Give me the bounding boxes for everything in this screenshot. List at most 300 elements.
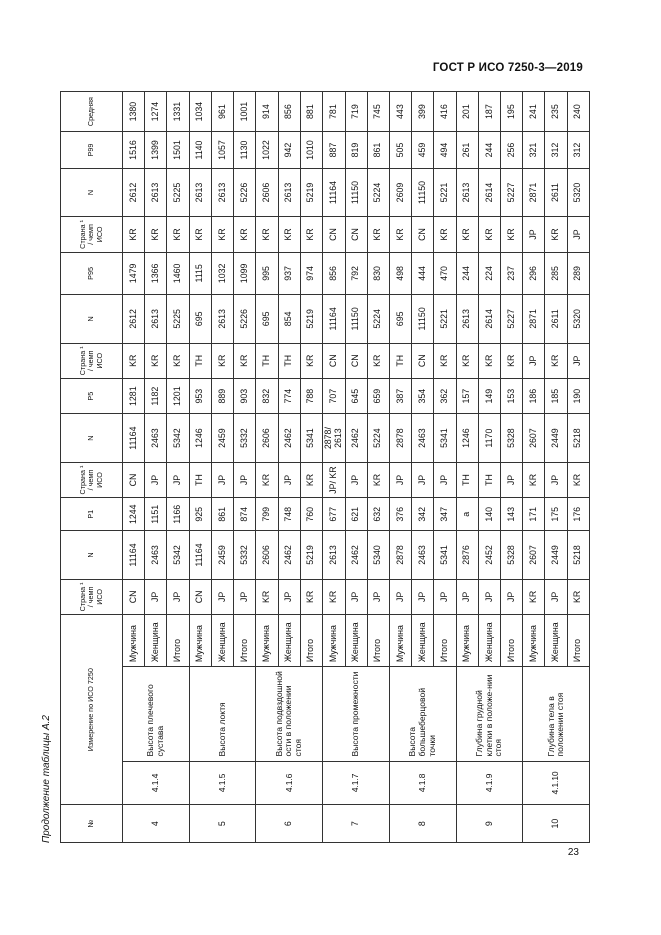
p99-value: 261 [456, 132, 478, 169]
average-value: 443 [389, 92, 411, 132]
average-value: 1034 [189, 92, 211, 132]
sex-label: Итого [567, 615, 589, 667]
iso-code: 4.1.9 [456, 761, 523, 805]
sex-label: Мужчина [123, 615, 145, 667]
sample-size: 5226 [234, 295, 256, 343]
p1-value: 1244 [123, 498, 145, 531]
p1-value: 1166 [167, 498, 189, 531]
sample-size: 2452 [478, 531, 500, 579]
sample-size: 2878 [389, 414, 411, 462]
country-code: JP [234, 579, 256, 614]
sample-size: 5227 [501, 295, 523, 343]
row-number: 4 [123, 805, 190, 843]
sex-label: Женщина [545, 615, 567, 667]
measurement-name: Высота плечевого сустава [123, 667, 190, 761]
country-code: CN [322, 343, 345, 378]
p99-value: 942 [278, 132, 300, 169]
table-row [523, 92, 545, 843]
sample-size: 1170 [478, 414, 500, 462]
sample-size: 2606 [256, 531, 278, 579]
country-code: KR [300, 462, 322, 497]
p95-value: 1032 [211, 252, 233, 295]
sample-size: 5320 [567, 295, 589, 343]
p5-value: 153 [501, 378, 523, 413]
p5-value: 788 [300, 378, 322, 413]
p5-value: 354 [412, 378, 434, 413]
sample-size: 5219 [300, 168, 322, 216]
header-no: № [61, 805, 123, 843]
country-code: JP [567, 217, 589, 252]
p95-value: 1460 [167, 252, 189, 295]
average-value: 241 [523, 92, 545, 132]
average-value: 914 [256, 92, 278, 132]
sample-size: 5225 [167, 295, 189, 343]
country-code: JP [389, 462, 411, 497]
country-code: KR [256, 462, 278, 497]
sample-size: 2459 [211, 531, 233, 579]
country-code: TH [256, 343, 278, 378]
sample-size: 5219 [300, 295, 322, 343]
p1-value: 621 [345, 498, 367, 531]
average-value: 781 [322, 92, 345, 132]
p99-value: 1140 [189, 132, 211, 169]
p95-value: 289 [567, 252, 589, 295]
table-body [123, 92, 590, 843]
country-code: KR [300, 343, 322, 378]
sample-size: 5328 [501, 414, 523, 462]
p5-value: 659 [367, 378, 389, 413]
sample-size: 2607 [523, 414, 545, 462]
country-code: KR [234, 217, 256, 252]
sample-size: 5224 [367, 295, 389, 343]
p5-value: 1201 [167, 378, 189, 413]
header-p95: P95 [61, 252, 123, 295]
country-code: JP [234, 462, 256, 497]
sample-size: 2871 [523, 295, 545, 343]
sample-size: 5342 [167, 414, 189, 462]
country-code: KR [456, 217, 478, 252]
country-code: KR [234, 343, 256, 378]
p5-value: 362 [434, 378, 456, 413]
row-number: 8 [389, 805, 456, 843]
p1-value: 140 [478, 498, 500, 531]
country-code: KR [501, 217, 523, 252]
country-code: KR [389, 217, 411, 252]
country-code: KR [523, 579, 545, 614]
sample-size: 2878/ 2613 [322, 414, 345, 462]
p5-value: 157 [456, 378, 478, 413]
average-value: 881 [300, 92, 322, 132]
sample-size: 2614 [478, 168, 500, 216]
measurement-name: Высота подвздошной ости в положении стоя [256, 667, 323, 761]
p99-value: 1516 [123, 132, 145, 169]
sample-size: 5224 [367, 168, 389, 216]
p95-value: 1099 [234, 252, 256, 295]
country-code: KR [145, 343, 167, 378]
country-code: JP [278, 579, 300, 614]
country-code: CN [123, 579, 145, 614]
sample-size: 2463 [412, 531, 434, 579]
country-code: TH [389, 343, 411, 378]
sample-size: 5341 [434, 531, 456, 579]
country-code: JP [278, 462, 300, 497]
p95-value: 974 [300, 252, 322, 295]
country-code: TH [189, 462, 211, 497]
p95-value: 830 [367, 252, 389, 295]
p95-value: 995 [256, 252, 278, 295]
p1-value: 143 [501, 498, 523, 531]
sample-size: 2609 [389, 168, 411, 216]
sample-size: 5227 [501, 168, 523, 216]
country-code: JP [167, 462, 189, 497]
sample-size: 11150 [345, 168, 367, 216]
header-n-2: N [61, 414, 123, 462]
average-value: 1274 [145, 92, 167, 132]
row-number: 7 [322, 805, 389, 843]
sample-size: 5320 [567, 168, 589, 216]
country-code: KR [501, 343, 523, 378]
p95-value: 792 [345, 252, 367, 295]
sample-size: 5224 [367, 414, 389, 462]
sex-label: Мужчина [322, 615, 345, 667]
p1-value: 632 [367, 498, 389, 531]
sample-size: 2463 [145, 414, 167, 462]
p99-value: 494 [434, 132, 456, 169]
iso-code: 4.1.6 [256, 761, 323, 805]
country-code: KR [211, 343, 233, 378]
country-code: JP [412, 579, 434, 614]
p99-value: 819 [345, 132, 367, 169]
country-code: JP [545, 579, 567, 614]
country-code: JP [501, 462, 523, 497]
sample-size: 2614 [478, 295, 500, 343]
p95-value: 237 [501, 252, 523, 295]
header-p5: P5 [61, 378, 123, 413]
sample-size: 2611 [545, 168, 567, 216]
country-code: JP [211, 462, 233, 497]
sample-size: 2459 [211, 414, 233, 462]
country-code: KR [478, 343, 500, 378]
p99-value: 459 [412, 132, 434, 169]
p1-value: 925 [189, 498, 211, 531]
p99-value: 887 [322, 132, 345, 169]
sample-size: 11164 [189, 531, 211, 579]
country-code: CN [412, 343, 434, 378]
p99-value: 244 [478, 132, 500, 169]
header-n-4: N [61, 168, 123, 216]
p95-value: 444 [412, 252, 434, 295]
average-value: 745 [367, 92, 389, 132]
country-code: JP [478, 579, 500, 614]
p5-value: 1281 [123, 378, 145, 413]
sex-label: Мужчина [256, 615, 278, 667]
country-code: KR [167, 343, 189, 378]
country-code: JP [545, 462, 567, 497]
sample-size: 11164 [123, 531, 145, 579]
p5-value: 1182 [145, 378, 167, 413]
p99-value: 1022 [256, 132, 278, 169]
table-row [322, 92, 345, 843]
sample-size: 2611 [545, 295, 567, 343]
country-code: TH [189, 343, 211, 378]
country-code: KR [456, 343, 478, 378]
country-code: KR [545, 217, 567, 252]
p95-value: 1479 [123, 252, 145, 295]
sex-label: Женщина [478, 615, 500, 667]
country-code: JP [434, 579, 456, 614]
p95-value: 937 [278, 252, 300, 295]
sex-label: Итого [234, 615, 256, 667]
measurement-name: Глубина грудной клетки в положе-нии стоя [456, 667, 523, 761]
measurement-name: Высота промежности [322, 667, 389, 761]
country-code: KR [322, 579, 345, 614]
table-header-row [61, 92, 123, 843]
country-code: TH [478, 462, 500, 497]
header-country-2: Страна ¹ / чемп ИСО [61, 462, 123, 497]
p1-value: 799 [256, 498, 278, 531]
p99-value: 1399 [145, 132, 167, 169]
row-number: 6 [256, 805, 323, 843]
sample-size: 11150 [412, 295, 434, 343]
average-value: 240 [567, 92, 589, 132]
country-code: JP [434, 462, 456, 497]
sample-size: 2871 [523, 168, 545, 216]
p1-value: 176 [567, 498, 589, 531]
country-code: JP [345, 462, 367, 497]
sample-size: 2876 [456, 531, 478, 579]
p95-value: 224 [478, 252, 500, 295]
p1-value: 861 [211, 498, 233, 531]
sample-size: 2613 [211, 168, 233, 216]
sample-size: 5226 [234, 168, 256, 216]
p99-value: 505 [389, 132, 411, 169]
sex-label: Женщина [345, 615, 367, 667]
p5-value: 889 [211, 378, 233, 413]
header-p1: P1 [61, 498, 123, 531]
sample-size: 11150 [412, 168, 434, 216]
p1-value: 760 [300, 498, 322, 531]
country-code: KR [367, 462, 389, 497]
sex-label: Женщина [145, 615, 167, 667]
sex-label: Мужчина [189, 615, 211, 667]
country-code: KR [367, 343, 389, 378]
header-country-1: Страна ¹ / чемп ИСО [61, 579, 123, 614]
sample-size: 11164 [322, 168, 345, 216]
p99-value: 321 [523, 132, 545, 169]
sample-size: 2606 [256, 168, 278, 216]
country-code: KR [123, 217, 145, 252]
table-row [389, 92, 411, 843]
sample-size: 11164 [123, 414, 145, 462]
average-value: 1380 [123, 92, 145, 132]
sample-size: 5328 [501, 531, 523, 579]
sex-label: Мужчина [523, 615, 545, 667]
country-code: KR [300, 217, 322, 252]
anthropometric-table [60, 91, 590, 843]
average-value: 201 [456, 92, 478, 132]
table-caption: Продолжение таблицы А.2 [41, 715, 52, 843]
measurement-name: Высота большеберцовой точки [389, 667, 456, 761]
p99-value: 312 [567, 132, 589, 169]
header-measurement: Измерение по ИСО 7250 [61, 615, 123, 805]
sample-size: 695 [189, 295, 211, 343]
sample-size: 2613 [211, 295, 233, 343]
country-code: JP/ KR [322, 462, 345, 497]
p5-value: 185 [545, 378, 567, 413]
p5-value: 953 [189, 378, 211, 413]
p1-value: 342 [412, 498, 434, 531]
header-n-1: N [61, 531, 123, 579]
country-code: CN [412, 217, 434, 252]
country-code: KR [567, 579, 589, 614]
p1-value: 376 [389, 498, 411, 531]
country-code: CN [345, 217, 367, 252]
sample-size: 2612 [123, 295, 145, 343]
sample-size: 2449 [545, 531, 567, 579]
p95-value: 856 [322, 252, 345, 295]
country-code: KR [367, 217, 389, 252]
iso-code: 4.1.5 [189, 761, 256, 805]
sample-size: 5221 [434, 295, 456, 343]
sample-size: 5340 [367, 531, 389, 579]
document-code: ГОСТ Р ИСО 7250-3—2019 [432, 62, 583, 74]
sample-size: 1246 [456, 414, 478, 462]
country-code: JP [523, 217, 545, 252]
table-row [256, 92, 278, 843]
sample-size: 5218 [567, 531, 589, 579]
iso-code: 4.1.4 [123, 761, 190, 805]
row-number: 9 [456, 805, 523, 843]
average-value: 961 [211, 92, 233, 132]
p1-value: 874 [234, 498, 256, 531]
iso-code: 4.1.8 [389, 761, 456, 805]
country-code: JP [145, 579, 167, 614]
average-value: 719 [345, 92, 367, 132]
measurement-name: Высота локтя [189, 667, 256, 761]
p99-value: 1501 [167, 132, 189, 169]
sample-size: 5219 [300, 531, 322, 579]
sample-size: 2449 [545, 414, 567, 462]
p99-value: 1130 [234, 132, 256, 169]
p99-value: 1057 [211, 132, 233, 169]
sex-label: Итого [501, 615, 523, 667]
p1-value: 171 [523, 498, 545, 531]
country-code: KR [478, 217, 500, 252]
average-value: 856 [278, 92, 300, 132]
p5-value: 387 [389, 378, 411, 413]
country-code: CN [123, 462, 145, 497]
page-number: 23 [567, 847, 579, 858]
sample-size: 5221 [434, 168, 456, 216]
sample-size: 5225 [167, 168, 189, 216]
country-code: JP [412, 462, 434, 497]
p1-value: 1151 [145, 498, 167, 531]
p5-value: 707 [322, 378, 345, 413]
country-code: KR [189, 217, 211, 252]
country-code: KR [300, 579, 322, 614]
country-code: JP [167, 579, 189, 614]
header-average: Средняя [61, 92, 123, 132]
row-number: 10 [523, 805, 590, 843]
p5-value: 645 [345, 378, 367, 413]
sample-size: 2878 [389, 531, 411, 579]
country-code: JP [501, 579, 523, 614]
average-value: 235 [545, 92, 567, 132]
sample-size: 2613 [278, 168, 300, 216]
sample-size: 2463 [145, 531, 167, 579]
p95-value: 285 [545, 252, 567, 295]
sample-size: 1246 [189, 414, 211, 462]
country-code: KR [256, 579, 278, 614]
country-code: KR [256, 217, 278, 252]
measurement-name: Глубина тела в положении стоя [523, 667, 590, 761]
sex-label: Мужчина [389, 615, 411, 667]
average-value: 1001 [234, 92, 256, 132]
country-code: JP [456, 579, 478, 614]
sample-size: 11150 [345, 295, 367, 343]
sample-size: 2613 [456, 168, 478, 216]
country-code: KR [123, 343, 145, 378]
sample-size: 2607 [523, 531, 545, 579]
sample-size: 2462 [278, 414, 300, 462]
sex-label: Итого [367, 615, 389, 667]
p1-value: 748 [278, 498, 300, 531]
sex-label: Мужчина [456, 615, 478, 667]
average-value: 399 [412, 92, 434, 132]
sample-size: 854 [278, 295, 300, 343]
country-code: JP [389, 579, 411, 614]
p5-value: 774 [278, 378, 300, 413]
sex-label: Женщина [278, 615, 300, 667]
p95-value: 498 [389, 252, 411, 295]
p1-value: 347 [434, 498, 456, 531]
p5-value: 832 [256, 378, 278, 413]
p1-value: 677 [322, 498, 345, 531]
p95-value: 244 [456, 252, 478, 295]
sample-size: 2463 [412, 414, 434, 462]
country-code: KR [278, 217, 300, 252]
sample-size: 5341 [434, 414, 456, 462]
average-value: 187 [478, 92, 500, 132]
sample-size: 2613 [322, 531, 345, 579]
sample-size: 2613 [145, 295, 167, 343]
p5-value: 190 [567, 378, 589, 413]
p99-value: 312 [545, 132, 567, 169]
p95-value: 470 [434, 252, 456, 295]
sample-size: 5341 [300, 414, 322, 462]
row-number: 5 [189, 805, 256, 843]
p95-value: 296 [523, 252, 545, 295]
country-code: JP [145, 462, 167, 497]
average-value: 416 [434, 92, 456, 132]
sample-size: 2613 [456, 295, 478, 343]
country-code: TH [456, 462, 478, 497]
p1-value: 175 [545, 498, 567, 531]
country-code: JP [211, 579, 233, 614]
country-code: KR [145, 217, 167, 252]
country-code: JP [523, 343, 545, 378]
average-value: 1331 [167, 92, 189, 132]
country-code: CN [345, 343, 367, 378]
average-value: 195 [501, 92, 523, 132]
header-p99: P99 [61, 132, 123, 169]
sex-label: Итого [434, 615, 456, 667]
p95-value: 1115 [189, 252, 211, 295]
country-code: JP [567, 343, 589, 378]
sex-label: Итого [300, 615, 322, 667]
table-row [456, 92, 478, 843]
sample-size: 695 [256, 295, 278, 343]
